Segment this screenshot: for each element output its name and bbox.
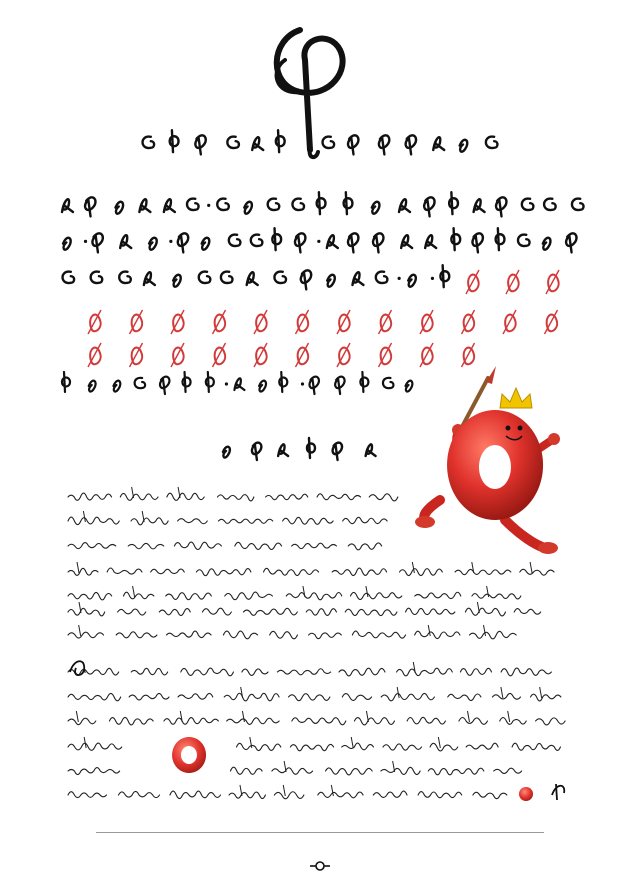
red-dot-icon <box>519 787 533 801</box>
donut-king-character-icon <box>415 366 560 554</box>
red-ring-icon <box>172 737 206 773</box>
title-script-line <box>143 130 498 154</box>
footer-divider <box>96 832 544 833</box>
section-heading-script <box>223 438 376 460</box>
red-glyph-rows <box>88 270 559 367</box>
ornate-script-initial-icon <box>277 30 343 157</box>
script-paragraph <box>62 192 584 394</box>
handwritten-body-text <box>68 487 565 800</box>
footer-ornament-icon <box>310 862 330 870</box>
